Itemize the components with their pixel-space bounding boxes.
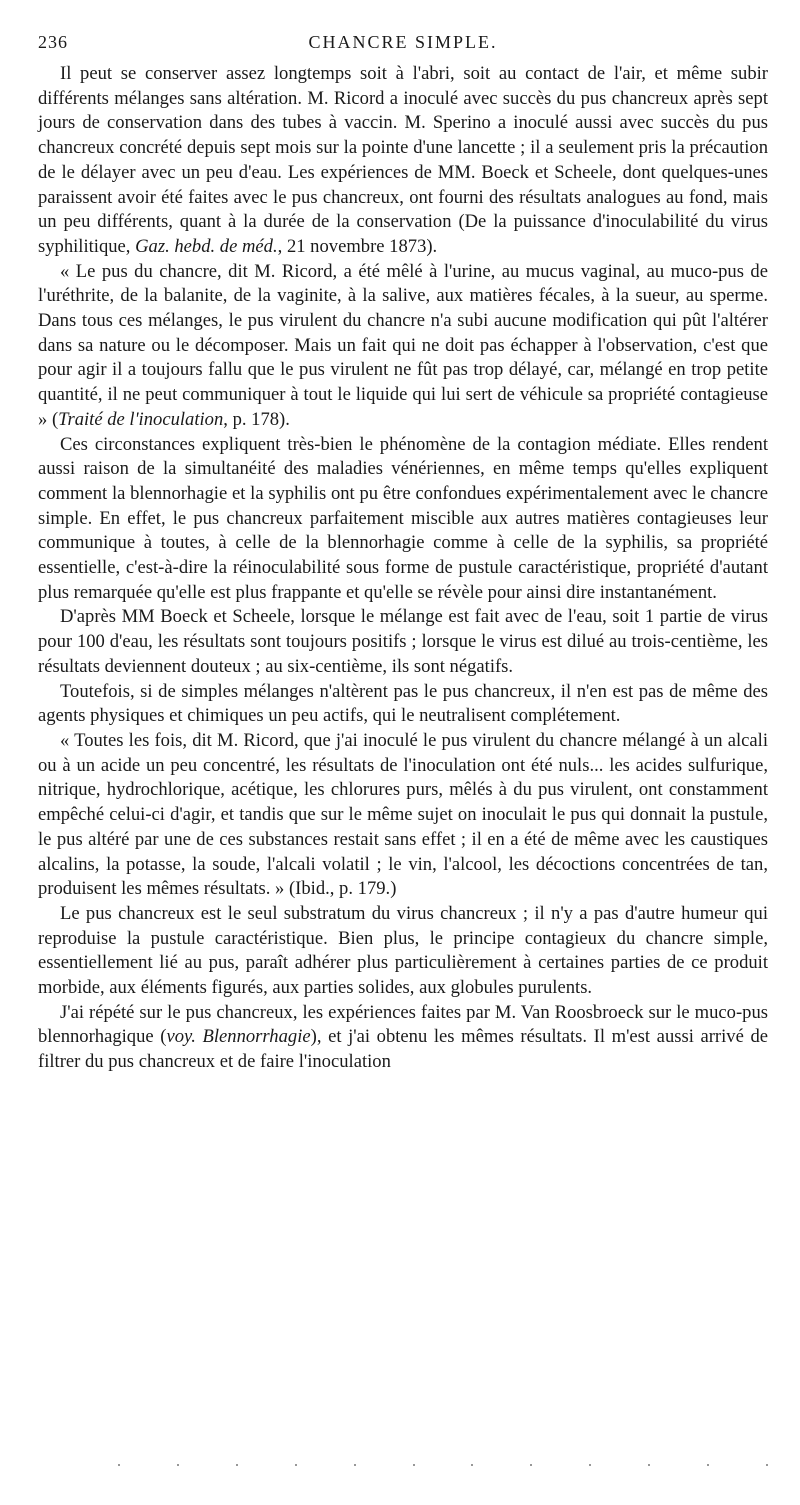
text-segment: J'ai répété sur le pus chancreux, les expériences faites par M. Van Roosbroeck sur le muco-pus blennorhagique ( (38, 1001, 768, 1048)
italic-citation: Traité de l'inoculation (58, 408, 224, 430)
paragraph-p6 (38, 729, 768, 902)
text-segment: D'après MM Boeck et Scheele, lorsque le mélange est fait avec de l'eau, soit 1 partie de virus pour 100 d'eau, les résultats sont toujours positifs ; lorsque le virus est dilué au trois-centième, les résultats deviennent douteux ; au six-centième, ils sont négatifs. (38, 606, 768, 677)
text-segment: Ces circonstances expliquent très-bien le phénomène de la contagion médiate. Elles rendent aussi raison de la simultanéité des maladies vénériennes, en même temps qu'elles expliquent comment la blennorhagie et la syphilis ont pu être confondues expérimentalement avec le chancre simple. En effet, le pus chancreux parfaitement miscible aux autres matières contagieuses leur communique à toutes, à celle de la blennorhagie comme à celle de la syphilis, sa propriété essentielle, c'est-à-dire la réinoculabilité sous forme de pustule caractéristique, propriété d'autant plus remarquée qu'elle est plus frappante et qu'elle se révèle pour ainsi dire instantanément. (38, 433, 768, 603)
text-segment: « Toutes les fois, dit M. Ricord, que j'ai inoculé le pus virulent du chancre mélangé à un alcali ou à un acide un peu concentré, les résultats de l'inoculation ont été nuls... les acides sulfurique, nitrique, hydrochlorique, acétique, les chlorures purs, mêlés à du pus virulent, ont constamment empêché celui-ci d'agir, et tandis que sur le même sujet on inoculait le pus qui donnait la pustule, le pus altéré par une de ces substances restait sans effet ; il en a été de même avec les caustiques alcalins, la potasse, la soude, l'alcali volatil ; le vin, l'alcool, les décoctions concentrées de tan, produisent les mêmes résultats. » (Ibid., p. 179.) (38, 729, 768, 900)
paragraph-p2 (38, 260, 768, 433)
paragraph-p1 (38, 62, 768, 260)
bottom-bleed-through-dots (118, 1462, 768, 1468)
paragraph-p5 (38, 680, 768, 729)
running-head: CHANCRE SIMPLE. (308, 32, 498, 52)
paragraph-p4 (38, 605, 768, 679)
italic-citation: voy. Blennorrhagie (166, 1026, 311, 1048)
page-number: 236 (38, 32, 68, 52)
text-segment: , p. 178). (223, 408, 290, 430)
italic-citation: Gaz. hebd. de méd. (135, 235, 278, 257)
text-segment: Il peut se conserver assez longtemps soit à l'abri, soit au contact de l'air, et même subir différents mélanges sans altération. M. Ricord a inoculé avec succès du pus chancreux après sept jours de conservation dans des tubes à vaccin. M. Sperino a inoculé aussi avec succès du pus chancreux concrété depuis sept mois sur la pointe d'une lancette ; il a seulement pris la précaution de le délayer avec un peu d'eau. Les expériences de MM. Boeck et Scheele, dont quelques-unes paraissent avoir été faites avec le pus chancreux, ont fourni des résultats analogues au fond, mais un peu différents, quant à la durée de la conservation (De la puissance d'inoculabilité du virus syphilitique, (38, 63, 768, 257)
text-segment: Le pus chancreux est le seul substratum du virus chancreux ; il n'y a pas d'autre humeur qui reproduise la pustule caractéristique. Bien plus, le principe contagieux du chancre simple, essentiellement lié au pus, paraît adhérer plus particulièrement à certaines parties de ce produit morbide, aux éléments figurés, aux parties solides, aux globules purulents. (38, 902, 768, 999)
text-segment: Toutefois, si de simples mélanges n'altèrent pas le pus chancreux, il n'en est pas de même des agents physiques et chimiques un peu actifs, qui le neutralisent complétement. (38, 680, 768, 727)
text-segment: ), et j'ai obtenu les mêmes résultats. Il m'est aussi arrivé de filtrer du pus chancreux et de faire l'inoculation (38, 1026, 768, 1073)
page-header (38, 30, 768, 58)
text-segment: « Le pus du chancre, dit M. Ricord, a été mêlé à l'urine, au mucus vaginal, au muco-pus de l'uréthrite, de la balanite, de la vaginite, à la salive, aux matières fécales, à la sueur, au sperme. Dans tous ces mélanges, le pus virulent du chancre n'a subi aucune modification qui pût l'altérer dans sa nature ou le décomposer. Mais un fait qui ne doit pas échapper à l'observation, c'est que pour agir il a toujours fallu que le pus virulent ne fût pas trop délayé, car, mélangé en trop petite quantité, il ne peut communiquer à tout le liquide qui lui sert de véhicule sa propriété contagieuse » ( (38, 260, 768, 430)
paragraph-p3 (38, 433, 768, 606)
body-text (38, 62, 768, 1075)
paragraph-p7 (38, 902, 768, 1001)
page (38, 30, 768, 1075)
paragraph-p8 (38, 1001, 768, 1075)
text-segment: , 21 novembre 1873). (277, 235, 438, 257)
